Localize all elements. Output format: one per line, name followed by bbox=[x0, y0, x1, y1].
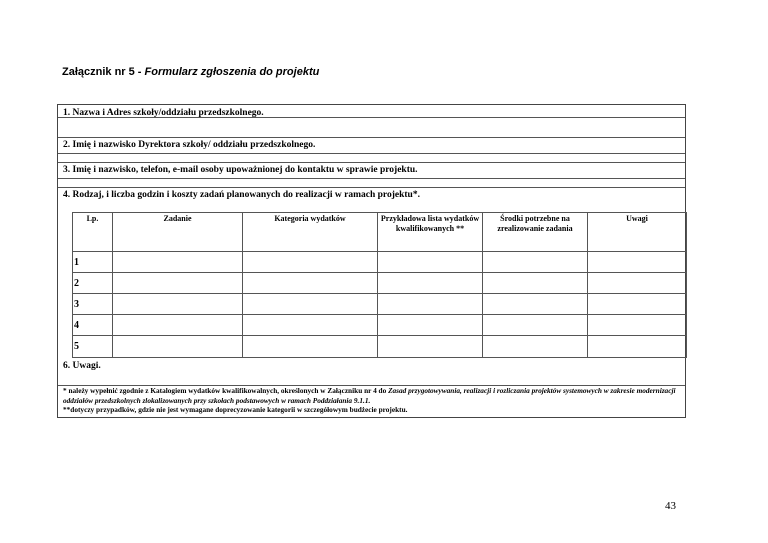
column-header-category: Kategoria wydatków bbox=[243, 213, 378, 252]
notes-cell[interactable] bbox=[588, 252, 687, 273]
notes-cell[interactable] bbox=[588, 273, 687, 294]
form-frame bbox=[57, 104, 686, 418]
tasks-table bbox=[72, 212, 687, 358]
section-2-label: 2. Imię i nazwisko Dyrektora szkoły/ oddziału przedszkolnego. bbox=[63, 140, 316, 150]
divider bbox=[58, 178, 685, 179]
divider bbox=[58, 153, 685, 154]
funds-cell[interactable] bbox=[483, 315, 588, 336]
column-header-lp: Lp. bbox=[73, 213, 113, 252]
divider bbox=[58, 162, 685, 163]
footnote-line1-start: * należy wypełnić zgodnie z Katalogiem wydatków kwalifikowalnych, określonych w Załączniku nr 4 do bbox=[63, 386, 389, 395]
category-cell[interactable] bbox=[243, 336, 378, 358]
category-cell[interactable] bbox=[243, 315, 378, 336]
row-number: 1 bbox=[73, 252, 113, 273]
column-header-example-costs: Przykładowa lista wydatków kwalifikowanych ** bbox=[378, 213, 483, 252]
funds-cell[interactable] bbox=[483, 294, 588, 315]
funds-cell[interactable] bbox=[483, 273, 588, 294]
page-number: 43 bbox=[665, 500, 676, 512]
table-row bbox=[73, 252, 687, 273]
column-header-funds: Środki potrzebne na zrealizowanie zadania bbox=[483, 213, 588, 252]
footnote-line2: **dotyczy przypadków, gdzie nie jest wymagane doprecyzowanie kategorii w szczegółowym budżecie projektu. bbox=[63, 405, 408, 414]
table-row bbox=[73, 336, 687, 358]
divider bbox=[58, 117, 685, 118]
notes-cell[interactable] bbox=[588, 336, 687, 358]
task-cell[interactable] bbox=[113, 273, 243, 294]
column-header-notes: Uwagi bbox=[588, 213, 687, 252]
task-cell[interactable] bbox=[113, 252, 243, 273]
row-number: 4 bbox=[73, 315, 113, 336]
task-cell[interactable] bbox=[113, 294, 243, 315]
notes-cell[interactable] bbox=[588, 315, 687, 336]
category-cell[interactable] bbox=[243, 273, 378, 294]
divider bbox=[58, 137, 685, 138]
example-costs-cell[interactable] bbox=[378, 294, 483, 315]
section-3-label: 3. Imię i nazwisko, telefon, e-mail osoby upoważnionej do kontaktu w sprawie projektu. bbox=[63, 165, 418, 175]
row-number: 2 bbox=[73, 273, 113, 294]
task-cell[interactable] bbox=[113, 336, 243, 358]
row-number: 3 bbox=[73, 294, 113, 315]
page-heading bbox=[62, 66, 319, 78]
example-costs-cell[interactable] bbox=[378, 273, 483, 294]
table-row bbox=[73, 294, 687, 315]
heading-label: Załącznik nr 5 - bbox=[62, 66, 145, 78]
table-row bbox=[73, 315, 687, 336]
task-cell[interactable] bbox=[113, 315, 243, 336]
footnote-line1-title: Zasad przygotowywania, realizacji i rozliczania projektów systemowych w zakresie modernizacji oddziałów przedszkolnych zlokalizowanych przy szkołach podstawowych w ramach Poddziałania 9.1.1. bbox=[63, 386, 676, 405]
category-cell[interactable] bbox=[243, 294, 378, 315]
row-number: 5 bbox=[73, 336, 113, 358]
example-costs-cell[interactable] bbox=[378, 315, 483, 336]
notes-cell[interactable] bbox=[588, 294, 687, 315]
divider bbox=[58, 187, 685, 188]
section-1-label: 1. Nazwa i Adres szkoły/oddziału przedszkolnego. bbox=[63, 108, 264, 118]
funds-cell[interactable] bbox=[483, 252, 588, 273]
table-row bbox=[73, 273, 687, 294]
column-header-task: Zadanie bbox=[113, 213, 243, 252]
example-costs-cell[interactable] bbox=[378, 336, 483, 358]
section-6-label: 6. Uwagi. bbox=[63, 361, 101, 371]
footnote bbox=[63, 386, 679, 415]
example-costs-cell[interactable] bbox=[378, 252, 483, 273]
heading-subtitle: Formularz zgłoszenia do projektu bbox=[144, 66, 320, 78]
category-cell[interactable] bbox=[243, 252, 378, 273]
section-4-label: 4. Rodzaj, i liczba godzin i koszty zadań planowanych do realizacji w ramach projektu*. bbox=[63, 190, 420, 200]
funds-cell[interactable] bbox=[483, 336, 588, 358]
